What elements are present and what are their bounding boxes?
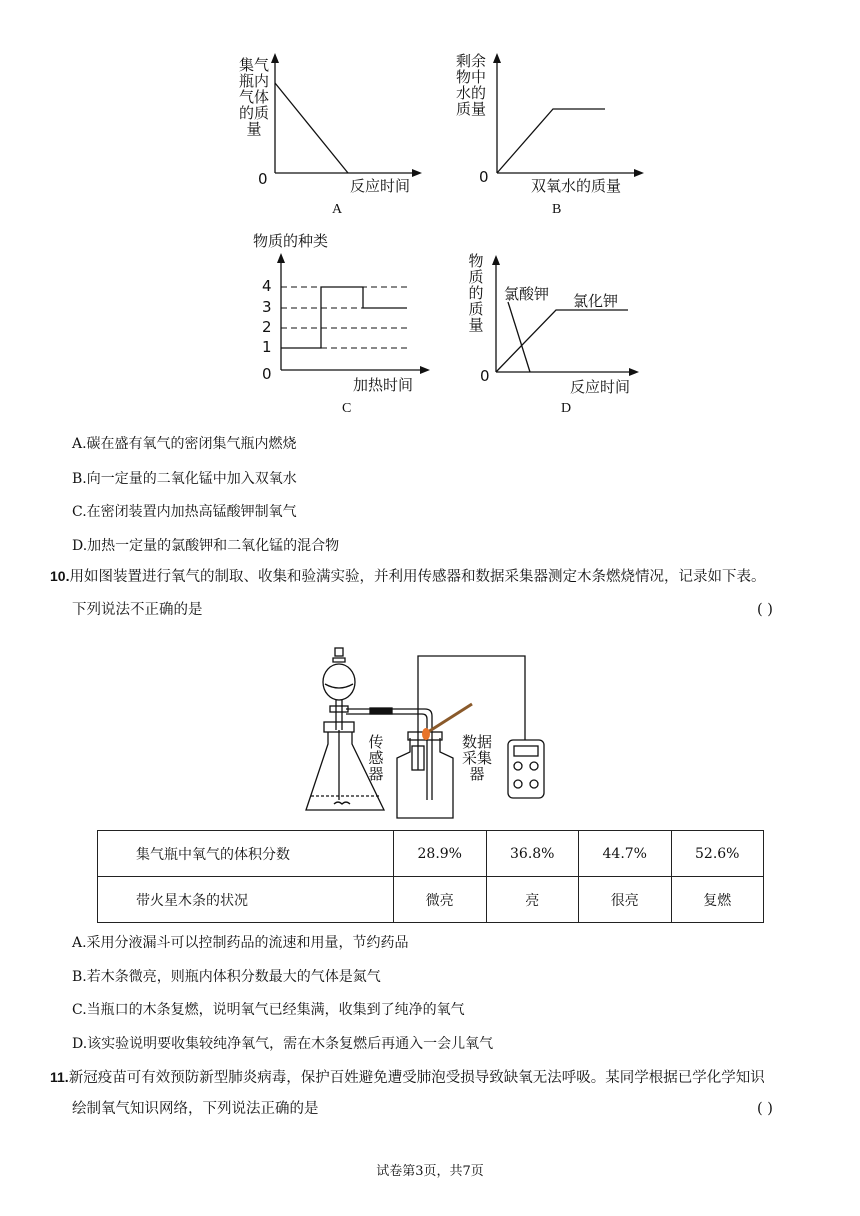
page-footer: 试卷第3页，共7页	[376, 1164, 484, 1179]
q11-stem-line1	[50, 1067, 850, 1088]
graph-d-axes	[460, 250, 660, 390]
apparatus-diagram	[300, 640, 570, 825]
delivery-tube	[346, 708, 432, 800]
q10-text-line2: 下列说法不正确的是	[72, 602, 203, 618]
oxygen-data-table	[97, 830, 764, 923]
wood-splint	[428, 704, 472, 732]
graph-c-tick-4: 4	[262, 277, 272, 295]
graph-c-caption: C	[342, 401, 352, 416]
gas-collecting-bottle	[397, 732, 453, 818]
graph-c-tick-1: 1	[262, 338, 272, 356]
graph-d-kclo3-line	[508, 302, 530, 372]
label-data-collector	[460, 734, 496, 782]
q11-answer-paren: ( )	[757, 1101, 773, 1117]
graph-c-line	[281, 287, 407, 348]
graph-b-ylabel: 剩余物中水的质量	[455, 52, 486, 118]
graph-a	[230, 45, 430, 225]
graph-a-xlabel: 反应时间	[350, 177, 411, 195]
q10-option-c: C.当瓶口的木条复燃，说明氧气已经集满，收集到了纯净的氧气	[72, 1002, 465, 1018]
q10-text-line1: 用如图装置进行氧气的制取、收集和验满实验，并利用传感器和数据采集器测定木条燃烧情况，记录如下表。	[69, 569, 766, 585]
graph-a-ylabel: 集气瓶内气体的质量	[238, 56, 269, 138]
graph-c-tick-2: 2	[262, 318, 272, 336]
graph-c-ylabel: 物质的种类	[253, 232, 329, 250]
label-data-collector-text: 数据采集器	[461, 733, 492, 783]
graph-d-origin: 0	[480, 367, 490, 385]
graph-b-origin: 0	[479, 168, 489, 186]
splint-flame	[422, 728, 430, 740]
graph-d-caption: D	[561, 401, 572, 416]
q10-option-b: B.若木条微亮，则瓶内体积分数最大的气体是氮气	[72, 969, 381, 985]
table-row-header: 带火星木条的状况	[98, 877, 394, 923]
graph-c-axes	[245, 230, 445, 390]
table-cell: 44.7%	[579, 831, 672, 877]
q10-option-a: A.采用分液漏斗可以控制药品的流速和用量，节约药品	[72, 935, 409, 951]
table-cell: 微亮	[394, 877, 487, 923]
q11-text-line1: 新冠疫苗可有效预防新型肺炎病毒，保护百姓避免遭受肺泡受损导致缺氧无法呼吸。某同学根据已学化学知识	[68, 1070, 765, 1086]
graph-b-xlabel: 双氧水的质量	[531, 177, 622, 195]
q9-option-d: D.加热一定量的氯酸钾和二氧化锰的混合物	[72, 538, 340, 554]
table-row	[98, 877, 764, 923]
q9-option-b: B.向一定量的二氧化锰中加入双氧水	[72, 471, 297, 487]
graph-b-line	[497, 109, 605, 173]
q11-text-line2: 绘制氧气知识网络，下列说法正确的是	[72, 1101, 319, 1117]
q9-option-c: C.在密闭装置内加热高锰酸钾制氧气	[72, 504, 297, 520]
graph-d-kcl-line	[496, 310, 628, 372]
graph-c	[245, 230, 445, 420]
graph-a-caption: A	[332, 202, 343, 217]
graph-b-caption: B	[552, 202, 562, 217]
q9-option-a: A.碳在盛有氧气的密闭集气瓶内燃烧	[72, 436, 297, 452]
graph-c-tick-3: 3	[262, 298, 272, 316]
q11-number: 11.	[50, 1069, 69, 1085]
table-cell: 亮	[486, 877, 579, 923]
table-row-header: 集气瓶中氧气的体积分数	[98, 831, 394, 877]
graph-b	[455, 45, 655, 225]
data-collector-device	[508, 740, 544, 798]
label-sensor: 传感器	[368, 733, 384, 783]
table-cell: 36.8%	[486, 831, 579, 877]
graph-c-xlabel: 加热时间	[353, 376, 414, 394]
graph-d-ylabel: 物质的质量	[468, 252, 484, 334]
graph-a-line	[275, 83, 348, 173]
graph-a-origin: 0	[258, 170, 268, 188]
table-cell: 28.9%	[394, 831, 487, 877]
q10-option-d: D.该实验说明要收集较纯净氧气，需在木条复燃后再通入一会儿氧气	[72, 1036, 494, 1052]
q10-answer-paren: ( )	[757, 602, 773, 618]
graph-c-origin: 0	[262, 365, 272, 383]
q10-number: 10.	[50, 568, 70, 584]
table-cell: 复燃	[671, 877, 764, 923]
graph-d-series1-label: 氯酸钾	[504, 285, 550, 303]
q10-stem-line1	[50, 566, 840, 587]
graph-d-xlabel: 反应时间	[570, 378, 631, 396]
table-cell: 很亮	[579, 877, 672, 923]
separatory-funnel	[323, 648, 355, 800]
table-row	[98, 831, 764, 877]
table-cell: 52.6%	[671, 831, 764, 877]
graph-d	[460, 250, 660, 420]
graph-d-series2-label: 氯化钾	[573, 292, 619, 310]
